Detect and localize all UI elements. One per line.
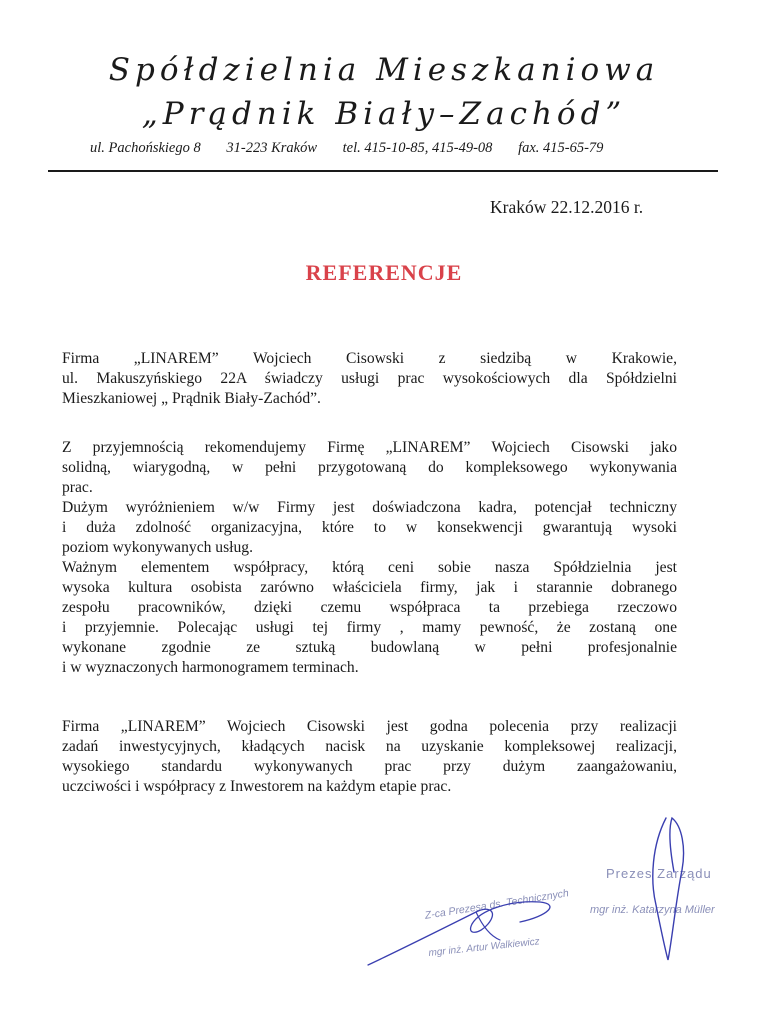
phone-text: tel. 415-10-85, 415-49-08 <box>342 140 493 156</box>
address-text: ul. Pachońskiego 8 <box>90 140 201 156</box>
text-line: i duża zdolność organizacyjna, które to w konsekwencji gwarantują wysoki <box>62 519 677 536</box>
text-line: solidną, wiarygodną, w pełni przygotowaną do kompleksowego wykonywania <box>62 459 677 476</box>
text-line: i przyjemnie. Polecając usługi tej firmy , mamy pewność, że zostaną one <box>62 619 677 636</box>
text-line: uczciwości i współpracy z Inwestorem na każdym etapie prac. <box>62 778 452 795</box>
letterhead-subtitle: „Prądnik Biały–Zachód” <box>141 96 627 132</box>
text-line: Firma „LINAREM” Wojciech Cisowski jest godna polecenia przy realizacji <box>62 718 677 735</box>
text-line: wykonane zgodnie ze sztuką budowlaną w pełni profesjonalnie <box>62 639 677 656</box>
header-rule <box>48 170 718 172</box>
text-line: wysokiego standardu wykonywanych prac przy dużym zaangażowaniu, <box>62 758 677 775</box>
paragraph-3 <box>62 717 677 797</box>
stamp-name-right: mgr inż. Katarzyna Müller <box>590 904 715 916</box>
text-line: prac. <box>62 479 93 496</box>
text-line: i w wyznaczonych harmonogramem terminach. <box>62 659 359 676</box>
paragraph-2 <box>62 438 677 678</box>
text-line: wysoka kultura osobista zarówno właściciela firmy, jak i starannie dobranego <box>62 579 677 596</box>
document-title: REFERENCJE <box>305 260 463 285</box>
text-line: zespołu pracowników, dzięki czemu współpraca ta przebiega rzeczowo <box>62 599 677 616</box>
stamp-title-right: Prezes Zarządu <box>606 866 712 881</box>
fax-text: fax. 415-65-79 <box>518 140 604 156</box>
place-date: Kraków 22.12.2016 r. <box>490 197 644 217</box>
stamp-name-left: mgr inż. Artur Walkiewicz <box>428 936 541 959</box>
text-line: Mieszkaniowej „ Prądnik Biały-Zachód”. <box>62 390 321 407</box>
text-line: Ważnym elementem współpracy, którą ceni sobie nasza Spółdzielnia jest <box>62 559 677 576</box>
text-line: zadań inwestycyjnych, kładących nacisk na uzyskanie kompleksowej realizacji, <box>62 738 677 755</box>
text-line: poziom wykonywanych usług. <box>62 539 254 556</box>
contact-line <box>90 140 690 157</box>
postal-text: 31-223 Kraków <box>226 140 317 156</box>
letterhead-name: Spółdzielnia Mieszkaniowa <box>108 52 660 88</box>
text-line: Dużym wyróżnieniem w/w Firmy jest doświadczona kadra, potencjał techniczny <box>62 499 677 516</box>
text-line: Z przyjemnością rekomendujemy Firmę „LINAREM” Wojciech Cisowski jako <box>62 439 677 456</box>
stamp-title-left: Z-ca Prezesa ds. Technicznych <box>424 887 570 922</box>
text-line: ul. Makuszyńskiego 22A świadczy usługi prac wysokościowych dla Spółdzielni <box>62 370 677 387</box>
paragraph-1 <box>62 349 677 409</box>
text-line: Firma „LINAREM” Wojciech Cisowski z siedzibą w Krakowie, <box>62 350 677 367</box>
